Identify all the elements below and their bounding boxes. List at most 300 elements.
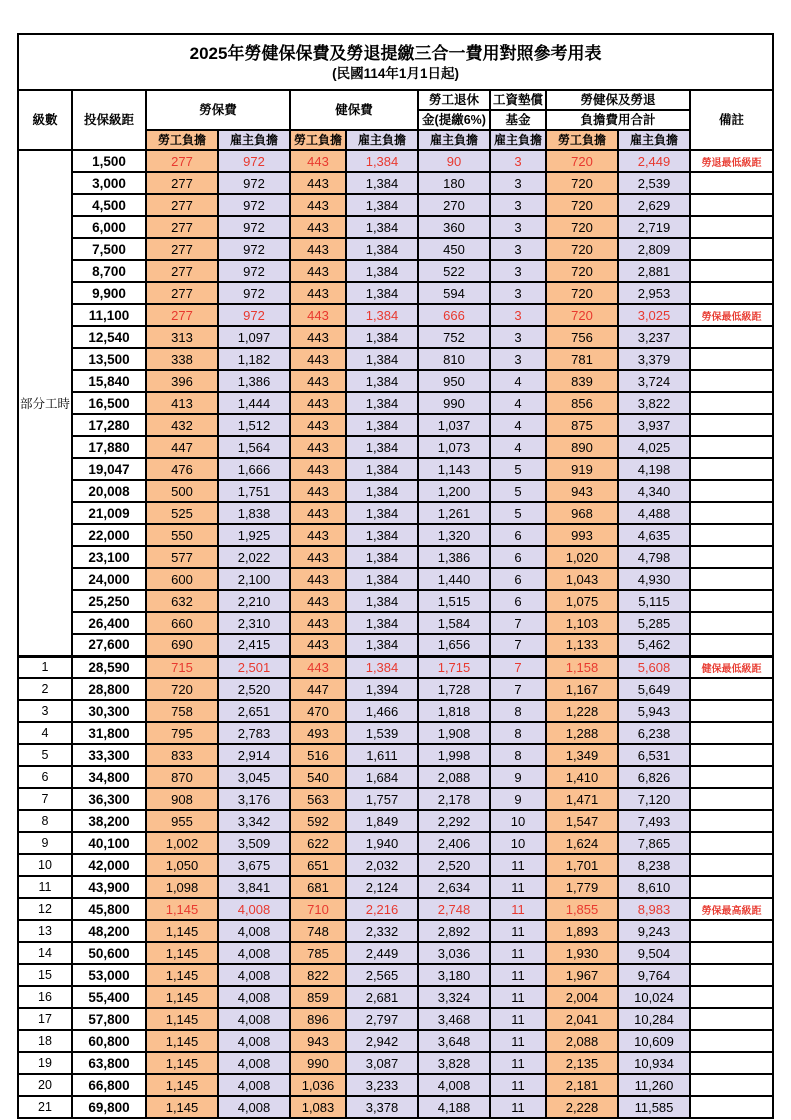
total-employer-cell: 6,531 xyxy=(618,744,690,766)
labor-employee-cell: 277 xyxy=(146,304,218,326)
remark-cell xyxy=(690,1096,773,1118)
pension-employer-cell: 3,324 xyxy=(418,986,490,1008)
wage-fund-employer-cell: 10 xyxy=(490,832,546,854)
salary-cell: 34,800 xyxy=(72,766,146,788)
labor-employer-cell: 3,342 xyxy=(218,810,290,832)
wage-fund-employer-cell: 11 xyxy=(490,1052,546,1074)
health-employee-cell: 443 xyxy=(290,326,346,348)
labor-employee-cell: 277 xyxy=(146,150,218,172)
salary-cell: 19,047 xyxy=(72,458,146,480)
total-employee-cell: 1,547 xyxy=(546,810,618,832)
salary-cell: 16,500 xyxy=(72,392,146,414)
salary-cell: 60,800 xyxy=(72,1030,146,1052)
health-employee-cell: 443 xyxy=(290,304,346,326)
labor-employer-cell: 4,008 xyxy=(218,942,290,964)
labor-employer-cell: 1,386 xyxy=(218,370,290,392)
salary-cell: 9,900 xyxy=(72,282,146,304)
wage-fund-employer-cell: 4 xyxy=(490,414,546,436)
labor-employer-cell: 2,783 xyxy=(218,722,290,744)
total-employer-cell: 4,635 xyxy=(618,524,690,546)
labor-employer-cell: 1,444 xyxy=(218,392,290,414)
labor-employer-cell: 4,008 xyxy=(218,986,290,1008)
labor-employer-cell: 4,008 xyxy=(218,898,290,920)
health-employer-cell: 1,394 xyxy=(346,678,418,700)
total-employer-cell: 8,238 xyxy=(618,854,690,876)
labor-employee-cell: 476 xyxy=(146,458,218,480)
level-cell: 16 xyxy=(18,986,72,1008)
labor-employee-cell: 600 xyxy=(146,568,218,590)
row-group-label-part-time: 部分工時 xyxy=(18,150,72,656)
wage-fund-employer-cell: 11 xyxy=(490,964,546,986)
health-employee-cell: 443 xyxy=(290,502,346,524)
health-employer-cell: 1,384 xyxy=(346,194,418,216)
health-employer-cell: 1,384 xyxy=(346,590,418,612)
wage-fund-employer-cell: 7 xyxy=(490,656,546,678)
pension-employer-cell: 1,200 xyxy=(418,480,490,502)
table-row xyxy=(18,304,773,326)
total-employee-cell: 1,967 xyxy=(546,964,618,986)
table-row xyxy=(18,524,773,546)
health-employer-cell: 1,384 xyxy=(346,480,418,502)
pension-employer-cell: 752 xyxy=(418,326,490,348)
labor-employee-cell: 500 xyxy=(146,480,218,502)
level-cell: 13 xyxy=(18,920,72,942)
wage-fund-employer-cell: 8 xyxy=(490,744,546,766)
labor-employee-cell: 432 xyxy=(146,414,218,436)
health-employer-cell: 1,466 xyxy=(346,700,418,722)
labor-employer-cell: 972 xyxy=(218,194,290,216)
remark-cell xyxy=(690,700,773,722)
table-row xyxy=(18,634,773,656)
remark-cell xyxy=(690,634,773,656)
total-employer-cell: 2,881 xyxy=(618,260,690,282)
salary-cell: 13,500 xyxy=(72,348,146,370)
health-employer-cell: 1,384 xyxy=(346,172,418,194)
level-cell: 3 xyxy=(18,700,72,722)
col-header-wage-fund-line2: 基金 xyxy=(490,110,546,130)
salary-cell: 7,500 xyxy=(72,238,146,260)
labor-employee-cell: 715 xyxy=(146,656,218,678)
health-employee-cell: 592 xyxy=(290,810,346,832)
wage-fund-employer-cell: 5 xyxy=(490,458,546,480)
table-row xyxy=(18,590,773,612)
total-employer-cell: 5,115 xyxy=(618,590,690,612)
wage-fund-employer-cell: 4 xyxy=(490,392,546,414)
labor-employee-cell: 447 xyxy=(146,436,218,458)
labor-employer-cell: 1,097 xyxy=(218,326,290,348)
wage-fund-employer-cell: 11 xyxy=(490,1030,546,1052)
wage-fund-employer-cell: 8 xyxy=(490,722,546,744)
remark-cell xyxy=(690,348,773,370)
total-employee-cell: 720 xyxy=(546,216,618,238)
total-employee-cell: 856 xyxy=(546,392,618,414)
total-employee-cell: 943 xyxy=(546,480,618,502)
remark-cell xyxy=(690,722,773,744)
labor-employer-cell: 4,008 xyxy=(218,920,290,942)
wage-fund-employer-cell: 5 xyxy=(490,502,546,524)
total-employer-cell: 5,943 xyxy=(618,700,690,722)
level-cell: 19 xyxy=(18,1052,72,1074)
table-row xyxy=(18,832,773,854)
remark-cell xyxy=(690,216,773,238)
total-employee-cell: 1,158 xyxy=(546,656,618,678)
labor-employer-cell: 1,564 xyxy=(218,436,290,458)
level-cell: 15 xyxy=(18,964,72,986)
subheader-wage-fund-employer-share: 雇主負擔 xyxy=(490,130,546,150)
remark-cell xyxy=(690,920,773,942)
salary-cell: 28,590 xyxy=(72,656,146,678)
remark-cell xyxy=(690,744,773,766)
pension-employer-cell: 522 xyxy=(418,260,490,282)
wage-fund-employer-cell: 3 xyxy=(490,348,546,370)
total-employer-cell: 2,539 xyxy=(618,172,690,194)
total-employee-cell: 1,349 xyxy=(546,744,618,766)
labor-employer-cell: 2,310 xyxy=(218,612,290,634)
table-row xyxy=(18,194,773,216)
table-row xyxy=(18,612,773,634)
subheader-health-employer-share: 雇主負擔 xyxy=(346,130,418,150)
pension-employer-cell: 1,998 xyxy=(418,744,490,766)
pension-employer-cell: 3,828 xyxy=(418,1052,490,1074)
pension-employer-cell: 4,008 xyxy=(418,1074,490,1096)
remark-cell xyxy=(690,854,773,876)
wage-fund-employer-cell: 11 xyxy=(490,942,546,964)
wage-fund-employer-cell: 11 xyxy=(490,920,546,942)
total-employee-cell: 720 xyxy=(546,282,618,304)
table-row xyxy=(18,414,773,436)
remark-cell xyxy=(690,788,773,810)
health-employer-cell: 3,378 xyxy=(346,1096,418,1118)
health-employer-cell: 1,849 xyxy=(346,810,418,832)
remark-cell: 勞保最高級距 xyxy=(690,898,773,920)
total-employee-cell: 2,041 xyxy=(546,1008,618,1030)
total-employee-cell: 890 xyxy=(546,436,618,458)
subheader-health-employee-share: 勞工負擔 xyxy=(290,130,346,150)
header-group-row-1 xyxy=(18,90,773,110)
table-row xyxy=(18,986,773,1008)
pension-employer-cell: 1,073 xyxy=(418,436,490,458)
total-employee-cell: 2,088 xyxy=(546,1030,618,1052)
labor-employee-cell: 277 xyxy=(146,216,218,238)
table-row xyxy=(18,656,773,678)
total-employer-cell: 6,238 xyxy=(618,722,690,744)
total-employer-cell: 10,609 xyxy=(618,1030,690,1052)
remark-cell xyxy=(690,986,773,1008)
level-cell: 6 xyxy=(18,766,72,788)
table-row xyxy=(18,326,773,348)
remark-cell xyxy=(690,876,773,898)
total-employer-cell: 7,120 xyxy=(618,788,690,810)
health-employee-cell: 785 xyxy=(290,942,346,964)
subheader-total-employee-share: 勞工負擔 xyxy=(546,130,618,150)
wage-fund-employer-cell: 3 xyxy=(490,216,546,238)
level-cell: 18 xyxy=(18,1030,72,1052)
table-row xyxy=(18,766,773,788)
health-employer-cell: 1,384 xyxy=(346,216,418,238)
labor-employer-cell: 3,841 xyxy=(218,876,290,898)
total-employer-cell: 4,340 xyxy=(618,480,690,502)
level-cell: 20 xyxy=(18,1074,72,1096)
total-employer-cell: 9,764 xyxy=(618,964,690,986)
table-row xyxy=(18,788,773,810)
table-row xyxy=(18,260,773,282)
total-employee-cell: 1,855 xyxy=(546,898,618,920)
health-employer-cell: 2,565 xyxy=(346,964,418,986)
health-employee-cell: 443 xyxy=(290,458,346,480)
total-employee-cell: 839 xyxy=(546,370,618,392)
salary-cell: 15,840 xyxy=(72,370,146,392)
labor-employee-cell: 1,002 xyxy=(146,832,218,854)
total-employer-cell: 5,649 xyxy=(618,678,690,700)
health-employee-cell: 681 xyxy=(290,876,346,898)
total-employer-cell: 9,504 xyxy=(618,942,690,964)
health-employee-cell: 443 xyxy=(290,260,346,282)
wage-fund-employer-cell: 3 xyxy=(490,260,546,282)
health-employee-cell: 651 xyxy=(290,854,346,876)
remark-cell xyxy=(690,326,773,348)
table-row xyxy=(18,854,773,876)
health-employee-cell: 443 xyxy=(290,238,346,260)
labor-employer-cell: 972 xyxy=(218,216,290,238)
remark-cell xyxy=(690,1008,773,1030)
salary-cell: 3,000 xyxy=(72,172,146,194)
table-row xyxy=(18,942,773,964)
total-employer-cell: 10,284 xyxy=(618,1008,690,1030)
salary-cell: 23,100 xyxy=(72,546,146,568)
table-row xyxy=(18,744,773,766)
level-cell: 17 xyxy=(18,1008,72,1030)
level-cell: 14 xyxy=(18,942,72,964)
remark-cell xyxy=(690,458,773,480)
remark-cell xyxy=(690,194,773,216)
salary-cell: 31,800 xyxy=(72,722,146,744)
labor-employee-cell: 277 xyxy=(146,282,218,304)
health-employee-cell: 443 xyxy=(290,414,346,436)
total-employer-cell: 2,449 xyxy=(618,150,690,172)
health-employee-cell: 443 xyxy=(290,172,346,194)
salary-cell: 8,700 xyxy=(72,260,146,282)
salary-cell: 12,540 xyxy=(72,326,146,348)
table-row xyxy=(18,1030,773,1052)
table-row xyxy=(18,898,773,920)
health-employer-cell: 1,384 xyxy=(346,656,418,678)
total-employee-cell: 1,020 xyxy=(546,546,618,568)
subheader-labor-employer-share: 雇主負擔 xyxy=(218,130,290,150)
total-employee-cell: 1,930 xyxy=(546,942,618,964)
pension-employer-cell: 1,818 xyxy=(418,700,490,722)
total-employer-cell: 8,983 xyxy=(618,898,690,920)
remark-cell xyxy=(690,436,773,458)
labor-employer-cell: 2,022 xyxy=(218,546,290,568)
salary-cell: 57,800 xyxy=(72,1008,146,1030)
wage-fund-employer-cell: 7 xyxy=(490,634,546,656)
wage-fund-employer-cell: 4 xyxy=(490,436,546,458)
wage-fund-employer-cell: 11 xyxy=(490,854,546,876)
health-employee-cell: 540 xyxy=(290,766,346,788)
remark-cell xyxy=(690,942,773,964)
total-employee-cell: 1,167 xyxy=(546,678,618,700)
labor-employee-cell: 1,145 xyxy=(146,964,218,986)
total-employer-cell: 4,930 xyxy=(618,568,690,590)
pension-employer-cell: 3,036 xyxy=(418,942,490,964)
col-header-level: 級數 xyxy=(18,90,72,150)
total-employee-cell: 1,893 xyxy=(546,920,618,942)
wage-fund-employer-cell: 10 xyxy=(490,810,546,832)
col-header-pension-line2: 金(提繳6%) xyxy=(418,110,490,130)
labor-employer-cell: 3,675 xyxy=(218,854,290,876)
health-employer-cell: 1,757 xyxy=(346,788,418,810)
table-row xyxy=(18,392,773,414)
table-row xyxy=(18,546,773,568)
total-employee-cell: 2,135 xyxy=(546,1052,618,1074)
wage-fund-employer-cell: 7 xyxy=(490,678,546,700)
total-employer-cell: 2,629 xyxy=(618,194,690,216)
pension-employer-cell: 2,292 xyxy=(418,810,490,832)
labor-employee-cell: 1,145 xyxy=(146,920,218,942)
wage-fund-employer-cell: 3 xyxy=(490,238,546,260)
labor-employer-cell: 3,509 xyxy=(218,832,290,854)
salary-cell: 1,500 xyxy=(72,150,146,172)
salary-cell: 38,200 xyxy=(72,810,146,832)
col-header-salary-bracket: 投保級距 xyxy=(72,90,146,150)
health-employer-cell: 1,384 xyxy=(346,436,418,458)
labor-employee-cell: 550 xyxy=(146,524,218,546)
table-row xyxy=(18,436,773,458)
labor-employer-cell: 2,210 xyxy=(218,590,290,612)
remark-cell xyxy=(690,1074,773,1096)
col-header-total-line2: 負擔費用合計 xyxy=(546,110,690,130)
health-employer-cell: 1,384 xyxy=(346,524,418,546)
health-employee-cell: 443 xyxy=(290,612,346,634)
remark-cell xyxy=(690,502,773,524)
total-employee-cell: 756 xyxy=(546,326,618,348)
pension-employer-cell: 1,037 xyxy=(418,414,490,436)
col-header-remarks: 備註 xyxy=(690,90,773,150)
labor-employer-cell: 2,520 xyxy=(218,678,290,700)
page-subtitle: (民國114年1月1日起) xyxy=(332,66,459,82)
total-employer-cell: 3,237 xyxy=(618,326,690,348)
health-employee-cell: 443 xyxy=(290,348,346,370)
pension-employer-cell: 180 xyxy=(418,172,490,194)
pension-employer-cell: 2,748 xyxy=(418,898,490,920)
pension-employer-cell: 3,180 xyxy=(418,964,490,986)
salary-cell: 27,600 xyxy=(72,634,146,656)
col-header-labor-insurance: 勞保費 xyxy=(146,90,290,130)
labor-employee-cell: 277 xyxy=(146,194,218,216)
health-employee-cell: 443 xyxy=(290,216,346,238)
remark-cell xyxy=(690,1052,773,1074)
health-employee-cell: 443 xyxy=(290,194,346,216)
labor-employee-cell: 1,145 xyxy=(146,986,218,1008)
health-employer-cell: 1,384 xyxy=(346,502,418,524)
remark-cell xyxy=(690,414,773,436)
level-cell: 12 xyxy=(18,898,72,920)
total-employer-cell: 5,285 xyxy=(618,612,690,634)
wage-fund-employer-cell: 11 xyxy=(490,1074,546,1096)
salary-cell: 66,800 xyxy=(72,1074,146,1096)
salary-cell: 25,250 xyxy=(72,590,146,612)
total-employer-cell: 4,798 xyxy=(618,546,690,568)
health-employer-cell: 1,384 xyxy=(346,612,418,634)
pension-employer-cell: 990 xyxy=(418,392,490,414)
labor-employer-cell: 4,008 xyxy=(218,1074,290,1096)
table-row xyxy=(18,810,773,832)
health-employer-cell: 3,087 xyxy=(346,1052,418,1074)
subheader-total-employer-share: 雇主負擔 xyxy=(618,130,690,150)
labor-employer-cell: 1,182 xyxy=(218,348,290,370)
labor-employer-cell: 4,008 xyxy=(218,1052,290,1074)
level-cell: 11 xyxy=(18,876,72,898)
labor-employee-cell: 1,145 xyxy=(146,1030,218,1052)
salary-cell: 69,800 xyxy=(72,1096,146,1118)
labor-employee-cell: 577 xyxy=(146,546,218,568)
health-employer-cell: 1,384 xyxy=(346,370,418,392)
health-employer-cell: 2,124 xyxy=(346,876,418,898)
labor-employee-cell: 1,145 xyxy=(146,1008,218,1030)
salary-cell: 55,400 xyxy=(72,986,146,1008)
table-row xyxy=(18,920,773,942)
health-employer-cell: 1,384 xyxy=(346,414,418,436)
labor-employer-cell: 972 xyxy=(218,238,290,260)
table-row xyxy=(18,348,773,370)
labor-employee-cell: 396 xyxy=(146,370,218,392)
total-employer-cell: 6,826 xyxy=(618,766,690,788)
health-employer-cell: 1,384 xyxy=(346,348,418,370)
remark-cell: 勞退最低級距 xyxy=(690,150,773,172)
wage-fund-employer-cell: 11 xyxy=(490,898,546,920)
salary-cell: 36,300 xyxy=(72,788,146,810)
wage-fund-employer-cell: 7 xyxy=(490,612,546,634)
table-row xyxy=(18,216,773,238)
pension-employer-cell: 1,143 xyxy=(418,458,490,480)
remark-cell xyxy=(690,282,773,304)
wage-fund-employer-cell: 11 xyxy=(490,986,546,1008)
total-employer-cell: 3,937 xyxy=(618,414,690,436)
labor-employer-cell: 1,925 xyxy=(218,524,290,546)
remark-cell xyxy=(690,1030,773,1052)
health-employee-cell: 443 xyxy=(290,150,346,172)
health-employee-cell: 470 xyxy=(290,700,346,722)
health-employer-cell: 2,332 xyxy=(346,920,418,942)
health-employer-cell: 2,681 xyxy=(346,986,418,1008)
table-row xyxy=(18,1052,773,1074)
labor-employer-cell: 4,008 xyxy=(218,964,290,986)
total-employer-cell: 11,260 xyxy=(618,1074,690,1096)
pension-employer-cell: 1,440 xyxy=(418,568,490,590)
health-employee-cell: 748 xyxy=(290,920,346,942)
total-employee-cell: 1,228 xyxy=(546,700,618,722)
salary-cell: 11,100 xyxy=(72,304,146,326)
remark-cell xyxy=(690,832,773,854)
pension-employer-cell: 2,406 xyxy=(418,832,490,854)
labor-employer-cell: 972 xyxy=(218,304,290,326)
wage-fund-employer-cell: 6 xyxy=(490,524,546,546)
labor-employee-cell: 313 xyxy=(146,326,218,348)
table-row xyxy=(18,282,773,304)
health-employer-cell: 1,384 xyxy=(346,568,418,590)
level-cell: 21 xyxy=(18,1096,72,1118)
salary-cell: 24,000 xyxy=(72,568,146,590)
total-employer-cell: 4,488 xyxy=(618,502,690,524)
total-employee-cell: 720 xyxy=(546,304,618,326)
total-employer-cell: 2,953 xyxy=(618,282,690,304)
total-employee-cell: 720 xyxy=(546,150,618,172)
health-employee-cell: 443 xyxy=(290,436,346,458)
total-employee-cell: 2,004 xyxy=(546,986,618,1008)
remark-cell xyxy=(690,964,773,986)
health-employee-cell: 943 xyxy=(290,1030,346,1052)
health-employer-cell: 1,384 xyxy=(346,458,418,480)
